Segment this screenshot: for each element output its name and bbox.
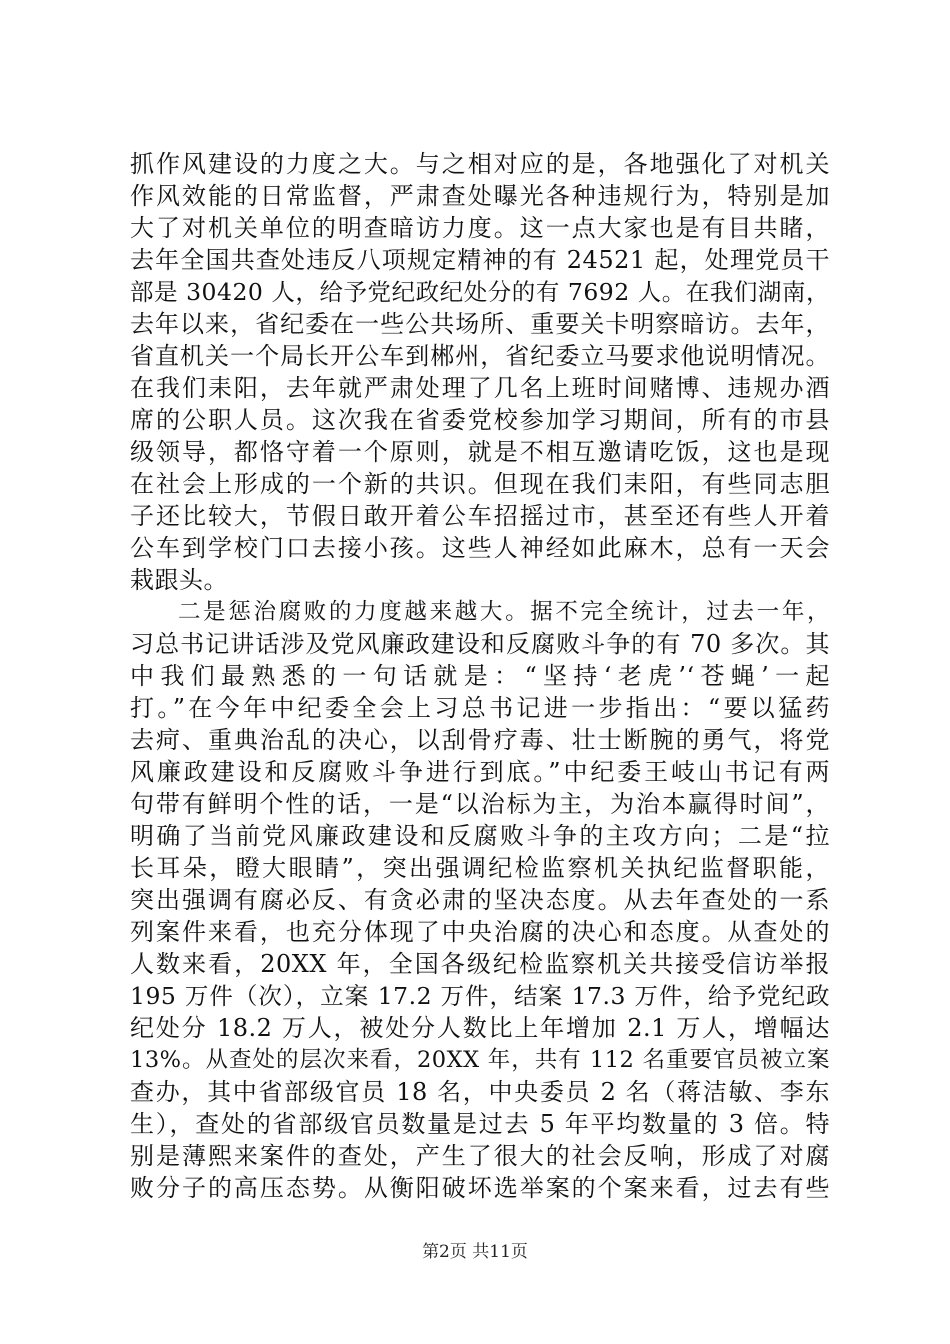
text-line: 查办，其中省部级官员 18 名，中央委员 2 名（蒋洁敏、李东 [130,1078,830,1106]
page-number-footer: 第2页 共11页 [422,1242,528,1262]
text-line: 大了对机关单位的明查暗访力度。这一点大家也是有目共睹， [130,214,830,242]
text-line: 195 万件（次），立案 17.2 万件，结案 17.3 万件，给予党纪政 [130,982,830,1010]
text-line: 句带有鲜明个性的话，一是“以治标为主，为治本赢得时间”， [130,790,830,818]
text-line: 在社会上形成的一个新的共识。但现在我们耒阳，有些同志胆 [130,470,830,498]
text-line: 败分子的高压态势。从衡阳破坏选举案的个案来看，过去有些 [130,1174,830,1202]
text-line: 人数来看，20XX 年，全国各级纪检监察机关共接受信访举报 [130,950,830,978]
text-line: 作风效能的日常监督，严肃查处曝光各种违规行为，特别是加 [130,182,830,210]
text-line: 列案件来看，也充分体现了中央治腐的决心和态度。从查处的 [130,918,830,946]
text-line: 生），查处的省部级官员数量是过去 5 年平均数量的 3 倍。特 [130,1110,830,1138]
text-line: 习总书记讲话涉及党风廉政建设和反腐败斗争的有 70 多次。其 [130,630,830,658]
text-line: 中我们最熟悉的一句话就是：“坚持‘老虎’‘苍蝇’一起 [130,662,830,690]
text-line: 子还比较大，节假日敢开着公车招摇过市，甚至还有些人开着 [130,502,830,530]
text-line: 省直机关一个局长开公车到郴州，省纪委立马要求他说明情况。 [130,342,830,370]
text-line: 在我们耒阳，去年就严肃处理了几名上班时间赌博、违规办酒 [130,374,830,402]
text-line: 纪处分 18.2 万人，被处分人数比上年增加 2.1 万人，增幅达 [130,1014,830,1042]
text-line: 公车到学校门口去接小孩。这些人神经如此麻木，总有一天会 [130,534,830,562]
text-line: 风廉政建设和反腐败斗争进行到底。”中纪委王岐山书记有两 [130,758,830,786]
body-text [130,148,830,1204]
text-line: 突出强调有腐必反、有贪必肃的坚决态度。从去年查处的一系 [130,886,830,914]
text-line: 明确了当前党风廉政建设和反腐败斗争的主攻方向；二是“拉 [130,822,830,850]
text-line: 别是薄熙来案件的查处，产生了很大的社会反响，形成了对腐 [130,1142,830,1170]
text-line: 去年全国共查处违反八项规定精神的有 24521 起，处理党员干 [130,246,830,274]
text-line: 打。”在今年中纪委全会上习总书记进一步指出：“要以猛药 [130,694,830,722]
text-line: 栽跟头。 [130,566,228,594]
text-line: 长耳朵，瞪大眼睛”，突出强调纪检监察机关执纪监督职能， [130,854,830,882]
text-line: 去年以来，省纪委在一些公共场所、重要关卡明察暗访。去年， [130,310,830,338]
text-line: 去疴、重典治乱的决心，以刮骨疗毒、壮士断腕的勇气，将党 [130,726,830,754]
paragraph-start-line: 二是惩治腐败的力度越来越大。据不完全统计，过去一年， [178,599,830,625]
text-line: 席的公职人员。这次我在省委党校参加学习期间，所有的市县 [130,406,830,434]
text-line: 级领导，都恪守着一个原则，就是不相互邀请吃饭，这也是现 [130,438,830,466]
text-line: 13%。从查处的层次来看，20XX 年，共有 112 名重要官员被立案 [130,1047,830,1073]
text-line: 抓作风建设的力度之大。与之相对应的是，各地强化了对机关 [130,150,830,178]
text-line: 部是 30420 人，给予党纪政纪处分的有 7692 人。在我们湖南， [130,278,830,306]
